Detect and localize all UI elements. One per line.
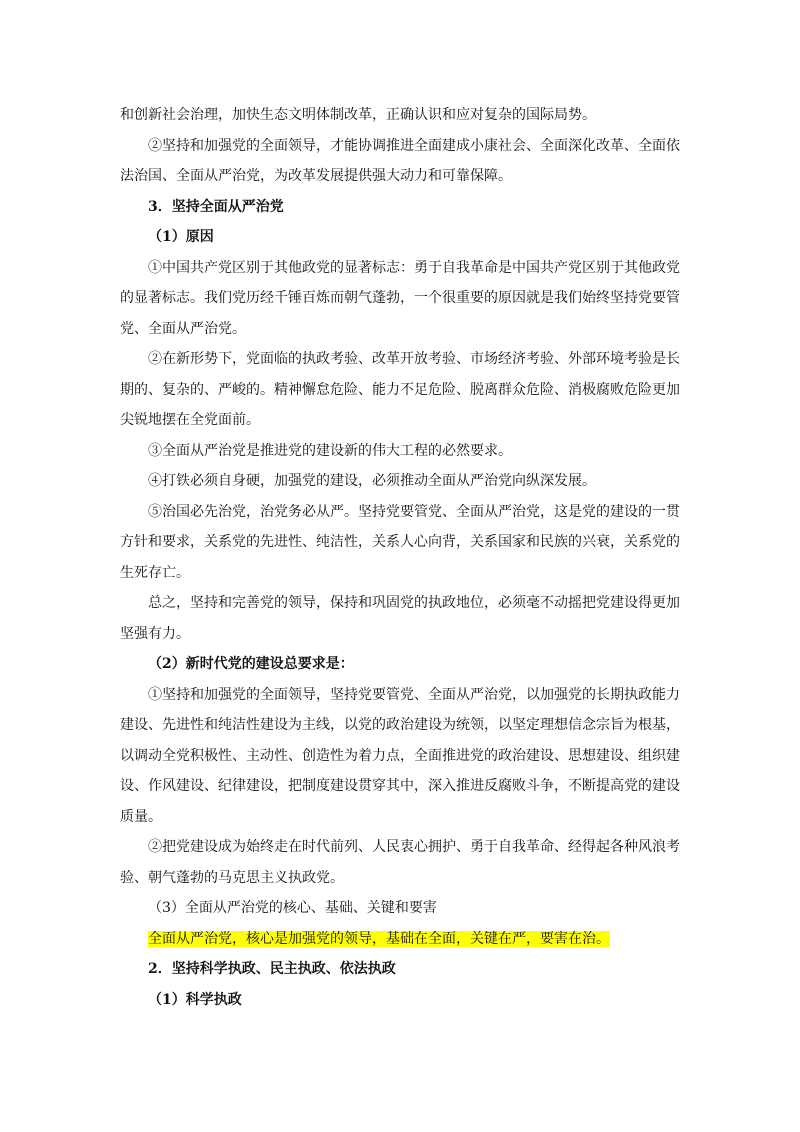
highlighted-text: 全面从严治党，核心是加强党的领导，基础在全面，关键在严，要害在治。 xyxy=(148,930,610,947)
paragraph-reason-2: ②在新形势下，党面临的执政考验、改革开放考验、市场经济考验、外部环境考验是长期的、复杂的、严峻的。精神懈怠危险、能力不足危险、脱离群众危险、消极腐败危险更加尖锐地摆在全党面前。 xyxy=(120,351,680,428)
section-heading-2: 2．坚持科学执政、民主执政、依法执政 xyxy=(148,961,396,977)
paragraph-reason-1: ①中国共产党区别于其他政党的显著标志：勇于自我革命是中国共产党区别于其他政党的显著标志。我们党历经千锤百炼而朝气蓬勃，一个很重要的原因就是我们始终坚持党要管党、全面从严治党。 xyxy=(120,259,680,337)
paragraph-intro: 和创新社会治理，加快生态文明体制改革，正确认识和应对复杂的国际局势。 xyxy=(120,107,596,123)
paragraph-requirement-2: ②把党建设成为始终走在时代前列、人民衷心拥护、勇于自我革命、经得起各种风浪考验、朝气蓬勃的马克思主义执政党。 xyxy=(120,839,680,886)
subheading-core: （3）全面从严治党的核心、基础、关键和要害 xyxy=(148,900,437,916)
subheading-scientific: （1）科学执政 xyxy=(148,991,242,1008)
paragraph-summary: 总之，坚持和完善党的领导，保持和巩固党的执政地位，必须毫不动摇把党建设得更加坚强有力。 xyxy=(120,595,680,642)
paragraph-reason-5: ⑤治国必先治党，治党务必从严。坚持党要管党、全面从严治党，这是党的建设的一贯方针和要求，关系党的先进性、纯洁性，关系人心向背，关系国家和民族的兴衰，关系党的生死存亡。 xyxy=(120,503,680,581)
paragraph-requirement-1: ①坚持和加强党的全面领导，坚持党要管党、全面从严治党，以加强党的长期执政能力建设、先进性和纯洁性建设为主线，以党的政治建设为统领，以坚定理想信念宗旨为根基，以调动全党积极性、主动性、创造性为着力点，全面推进党的政治建设、思想建设、组织建设、作风建设、纪律建设，把制度建设贯穿其中，深入推进反腐败斗争，不断提高党的建设质量。 xyxy=(120,686,680,825)
document-body xyxy=(120,100,680,1015)
paragraph-reason-4: ④打铁必须自身硬，加强党的建设，必须推动全面从严治党向纵深发展。 xyxy=(148,473,596,489)
highlight-line xyxy=(148,924,680,955)
subheading-requirements: （2）新时代党的建设总要求是： xyxy=(148,656,354,672)
paragraph-reason-3: ③全面从严治党是推进党的建设新的伟大工程的必然要求。 xyxy=(148,442,512,459)
section-heading-3: 3．坚持全面从严治党 xyxy=(148,198,284,215)
paragraph-leadership: ②坚持和加强党的全面领导，才能协调推进全面建成小康社会、全面深化改革、全面依法治国、全面从严治党，为改革发展提供强大动力和可靠保障。 xyxy=(120,137,680,184)
subheading-reasons: （1）原因 xyxy=(148,229,214,245)
